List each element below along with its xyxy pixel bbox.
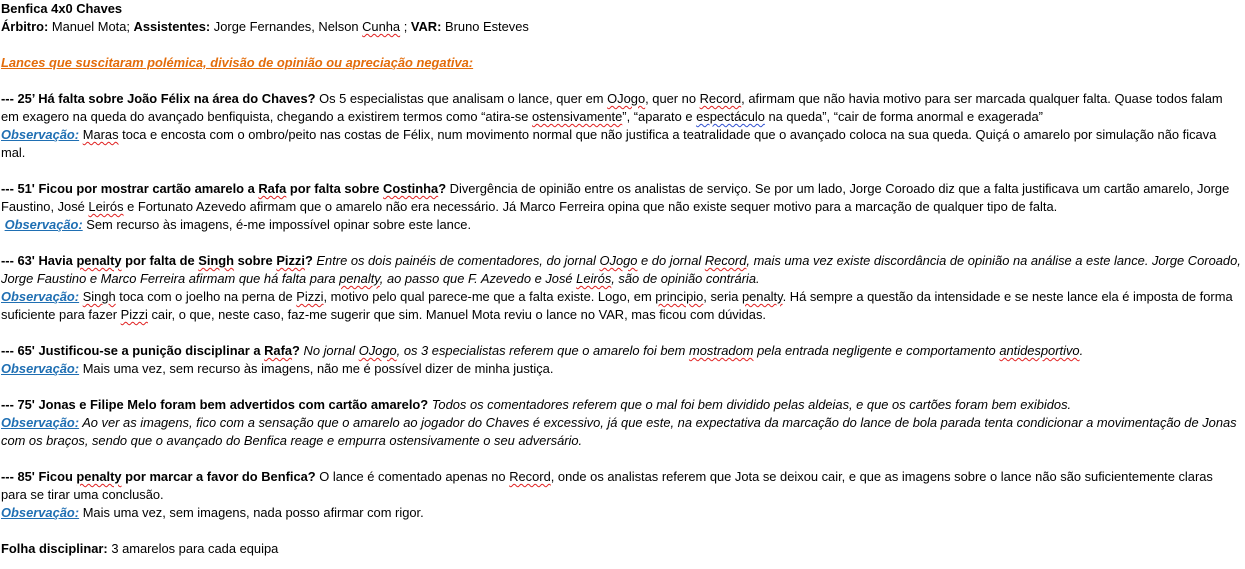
lance-51-text: e Fortunato Azevedo afirmam que o amarelo não era necessário. Já Marco Ferreira opina que não existe sequer motivo para a marcação de qualquer tipo de falta. bbox=[123, 199, 1058, 214]
word-record: Record bbox=[699, 91, 742, 106]
word-pizzi: Pizzi bbox=[120, 307, 148, 322]
word-ostensivamente: ostensivamente bbox=[531, 109, 623, 124]
lance-85 bbox=[1, 468, 1241, 504]
lance-25-question: --- 25’ Há falta sobre João Félix na área do Chaves? bbox=[1, 91, 316, 106]
word-antidesportivo: antidesportivo bbox=[999, 343, 1080, 358]
spacer bbox=[1, 36, 1241, 54]
word-penalty: penalty bbox=[76, 253, 122, 268]
word-singh: Singh bbox=[82, 289, 116, 304]
word-costinha: Costinha bbox=[383, 181, 439, 196]
word-penalty: penalty bbox=[76, 469, 122, 484]
officials-line bbox=[1, 18, 1241, 36]
lance-51-text: Divergência de opinião entre os analistas de serviço. Se por um lado, Jorge Coroado diz que a falta justificava um cartão amarelo, Jorge Faustino, José bbox=[1, 181, 1230, 214]
observation-text: , seria bbox=[703, 289, 742, 304]
observation-label: Observação: bbox=[1, 505, 80, 520]
spacer bbox=[1, 324, 1241, 342]
observation-text: toca e encosta com o ombro/peito nas costas de Félix, num movimento normal que não justifica a teatralidade que o avançado coloca na sua queda. Quiçá o amarelo por simulação não ficava mal. bbox=[1, 127, 1217, 160]
lance-63-comment: , ao passo que F. Azevedo e José bbox=[379, 271, 577, 286]
observation-label: Observação: bbox=[1, 415, 80, 430]
word-maras: Maras bbox=[82, 127, 119, 142]
word-ojogo: OJogo bbox=[599, 253, 638, 268]
assistentes-sep: ; bbox=[400, 19, 411, 34]
word-rafa: Rafa bbox=[258, 181, 287, 196]
lance-85-text: , onde os analistas referem que Jota se deixou cair, e que as imagens sobre o lance não são suficientemente claras para se tirar uma conclusão. bbox=[1, 469, 1213, 502]
lance-65-observation bbox=[1, 360, 1241, 378]
assistente-cunha: Cunha bbox=[362, 19, 401, 34]
document-body bbox=[1, 0, 1241, 558]
observation-text: Mais uma vez, sem imagens, nada posso afirmar com rigor. bbox=[79, 505, 424, 520]
lance-25 bbox=[1, 90, 1241, 126]
lance-51-observation bbox=[1, 216, 1241, 234]
word-mostradom: mostradom bbox=[689, 343, 754, 358]
observation-text: , motivo pelo qual parece-me que a falta existe. Logo, em bbox=[323, 289, 656, 304]
observation-label: Observação: bbox=[4, 217, 83, 232]
observation-text: Mais uma vez, sem recurso às imagens, não me é possível dizer de minha justiça. bbox=[79, 361, 554, 376]
folha-text: 3 amarelos para cada equipa bbox=[107, 541, 279, 556]
lance-25-text: na queda”, “cair de forma anormal e exagerada” bbox=[764, 109, 1043, 124]
lance-63-question: por falta de bbox=[121, 253, 199, 268]
word-leiros: Leirós bbox=[576, 271, 612, 286]
observation-label: Observação: bbox=[1, 289, 80, 304]
word-penalty: penalty bbox=[339, 271, 380, 286]
spacer bbox=[1, 522, 1241, 540]
spacer bbox=[1, 450, 1241, 468]
section-heading bbox=[1, 54, 1241, 72]
lance-25-text: Os 5 especialistas que analisam o lance, quer em bbox=[315, 91, 608, 106]
observation-text: Ao ver as imagens, fico com a sensação que o amarelo ao jogador do Chaves é excessivo, já que este, na expectativa da marcação do lance de bola parada tenta condicionar a movimentação de Jonas com os braços, sendo que o avançado do Benfica reage e empurra ostensivamente o seu adversário. bbox=[1, 415, 1237, 448]
lance-85-question: por marcar a favor do Benfica? bbox=[121, 469, 316, 484]
word-pizzi: Pizzi bbox=[276, 253, 305, 268]
lance-65-question: --- 65' Justificou-se a punição disciplinar a bbox=[1, 343, 265, 358]
lance-51-question: ? bbox=[438, 181, 447, 196]
word-record: Record bbox=[704, 253, 747, 268]
lance-85-text: O lance é comentado apenas no bbox=[315, 469, 510, 484]
spacer bbox=[1, 234, 1241, 252]
folha-label: Folha disciplinar: bbox=[1, 541, 108, 556]
lance-63-question: ? bbox=[304, 253, 313, 268]
assistentes-label: Assistentes: bbox=[133, 19, 211, 34]
observation-text: . Há sempre a questão da intensidade e se neste lance ela é imposta de forma suficiente para fazer bbox=[1, 289, 1233, 322]
observation-text: toca com o joelho na perna de bbox=[115, 289, 297, 304]
word-leiros: Leirós bbox=[88, 199, 124, 214]
word-pizzi: Pizzi bbox=[296, 289, 324, 304]
word-record: Record bbox=[509, 469, 551, 484]
lance-63 bbox=[1, 252, 1241, 288]
lance-51-question: por falta sobre bbox=[286, 181, 384, 196]
folha-disciplinar bbox=[1, 540, 1241, 558]
lance-25-text: , quer no bbox=[645, 91, 700, 106]
lance-75-observation bbox=[1, 414, 1241, 450]
spacer bbox=[1, 72, 1241, 90]
observation-label: Observação: bbox=[1, 361, 80, 376]
word-rafa: Rafa bbox=[264, 343, 293, 358]
lance-25-text: , afirmam que não havia motivo para ser marcada qualquer falta. Quase todos falam em exagero na queda do avançado benfiquista, chegando a existirem termos como “atira-se bbox=[1, 91, 1223, 124]
lance-65-comment: No jornal bbox=[299, 343, 359, 358]
var-name: Bruno Esteves bbox=[441, 19, 529, 34]
lance-75-question: --- 75' Jonas e Filipe Melo foram bem advertidos com cartão amarelo? bbox=[1, 397, 429, 412]
assistentes-names: Jorge Fernandes, Nelson bbox=[210, 19, 363, 34]
word-ojogo: OJogo bbox=[358, 343, 397, 358]
lance-63-observation bbox=[1, 288, 1241, 324]
lance-25-observation bbox=[1, 126, 1241, 162]
lance-85-observation bbox=[1, 504, 1241, 522]
lance-63-question: sobre bbox=[234, 253, 277, 268]
section-heading-text: Lances que suscitaram polémica, divisão de opinião ou apreciação negativa: bbox=[1, 55, 474, 70]
arbitro-label: Árbitro: bbox=[1, 19, 49, 34]
var-label: VAR: bbox=[410, 19, 442, 34]
lance-63-comment: , mais uma vez existe discordância de opinião na análise a este lance. Jorge Coroado, Jorge Faustino e Marco Ferreira afirmam que há falta para bbox=[1, 253, 1241, 286]
match-title bbox=[1, 0, 1241, 18]
observation-label: Observação: bbox=[1, 127, 80, 142]
word-singh: Singh bbox=[198, 253, 235, 268]
lance-65-comment: . bbox=[1079, 343, 1084, 358]
match-title-text: Benfica 4x0 Chaves bbox=[1, 1, 123, 16]
word-principio: principio bbox=[655, 289, 704, 304]
lance-63-comment: Entre os dois painéis de comentadores, do jornal bbox=[312, 253, 600, 268]
lance-25-text: ”, “aparato e bbox=[622, 109, 697, 124]
word-espectaculo: espectáculo bbox=[696, 109, 765, 124]
lance-75-comment: Todos os comentadores referem que o mal foi bem dividido pelas aldeias, e que os cartões foram bem exibidos. bbox=[428, 397, 1072, 412]
lance-51-question: --- 51' Ficou por mostrar cartão amarelo a bbox=[1, 181, 259, 196]
lance-65-comment: pela entrada negligente e comportamento bbox=[753, 343, 1000, 358]
spacer bbox=[1, 162, 1241, 180]
word-ojogo: OJogo bbox=[607, 91, 646, 106]
lance-85-question: --- 85' Ficou bbox=[1, 469, 77, 484]
lance-75 bbox=[1, 396, 1241, 414]
spacer bbox=[1, 378, 1241, 396]
word-penalty: penalty bbox=[741, 289, 783, 304]
lance-65-comment: , os 3 especialistas referem que o amarelo foi bem bbox=[396, 343, 690, 358]
observation-text: Sem recurso às imagens, é-me impossível opinar sobre este lance. bbox=[82, 217, 472, 232]
arbitro-name: Manuel Mota; bbox=[48, 19, 134, 34]
lance-63-comment: e do jornal bbox=[637, 253, 705, 268]
lance-65-question: ? bbox=[292, 343, 300, 358]
lance-65 bbox=[1, 342, 1241, 360]
lance-63-question: --- 63' Havia bbox=[1, 253, 77, 268]
lance-63-comment: , são de opinião contrária. bbox=[611, 271, 760, 286]
lance-51 bbox=[1, 180, 1241, 216]
observation-text: cair, o que, neste caso, faz-me sugerir que sim. Manuel Mota reviu o lance no VAR, mas ficou com dúvidas. bbox=[147, 307, 766, 322]
